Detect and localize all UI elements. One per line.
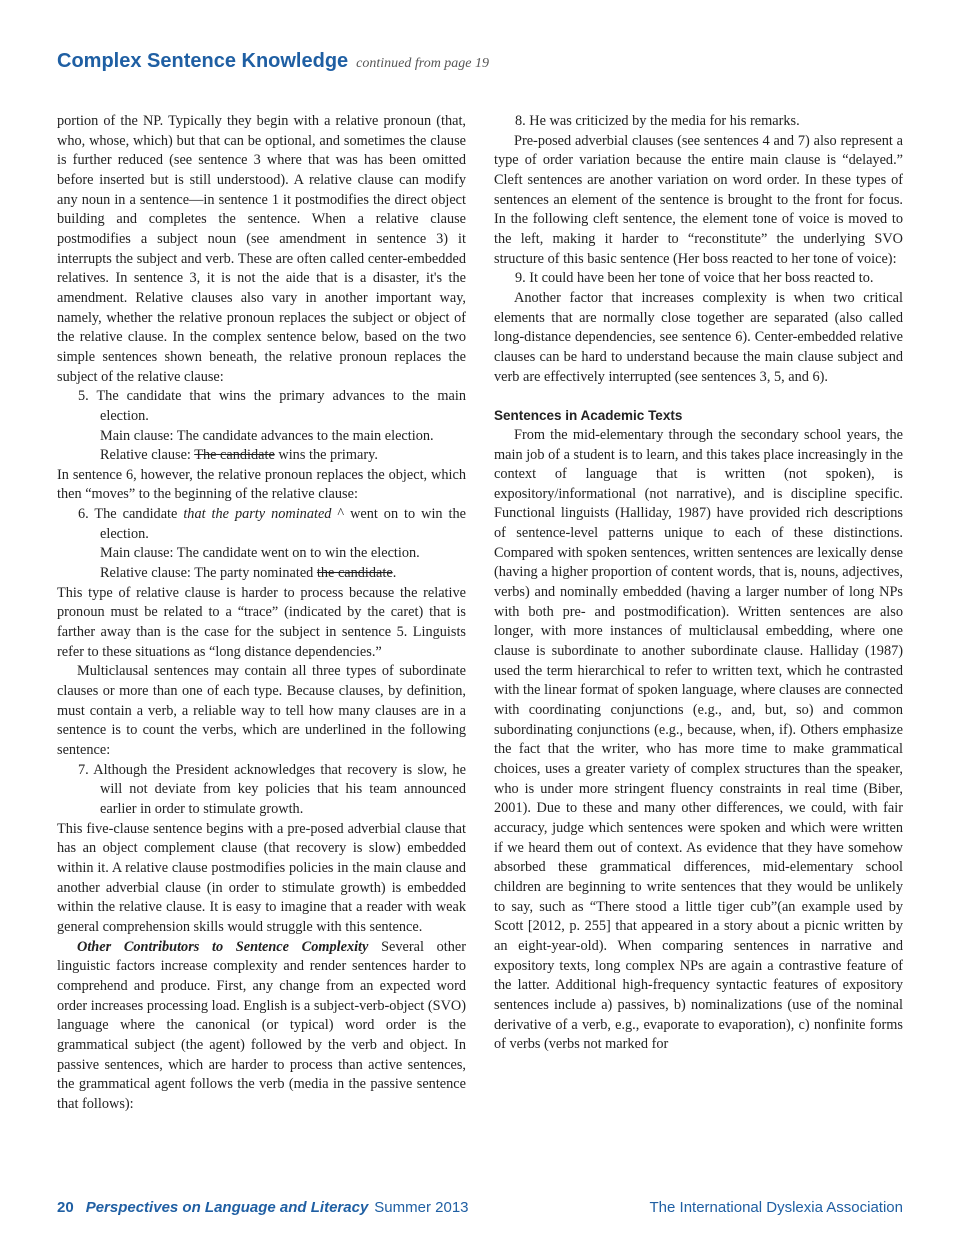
section-heading: Sentences in Academic Texts xyxy=(494,408,683,424)
trace-caret: ^ xyxy=(331,506,351,523)
example-italic: that the party nominated xyxy=(183,506,332,523)
paragraph: Multiclausal sentences may contain all three types of subordinate clauses or more than one of each type. Because clauses, by definition, must contain a verb, a reliable way to tell how many clauses are in a sentence is to count the verbs, which are underlined in the following sentence: xyxy=(57,663,466,758)
issue-date: Summer 2013 xyxy=(374,1199,469,1216)
struck-text: The candidate xyxy=(194,447,275,464)
paragraph: From the mid-elementary through the secondary school years, the main job of a student is to learn, and this takes place increasingly in the context of language that is written (not spoken), is expository/informational (not narrative), and is discipline specific. Functional linguists (Halliday, 1987) have provided rich descriptions of sentence-level patterns unique to each of these distinctions. Compared with spoken sentences, written sentences are lexically dense (having a higher proportion of content words, that is, nouns, adjectives, verbs) and nominally embedded (having a larger number of long NPs with both pre- and postmodification). Written sentences are also longer, with more instances of multiclausal embedding, where one clause is subordinate to another subordinate clause. Halliday (1987) used the term hierarchical to refer to written text, which he contrasted with the linear format of spoken language, where clauses are connected with coordinating conjunctions (e.g., and, but, so) and common subordinating conjunctions (e.g., because, when, if). Others emphasize the fact that the writer, who has more time to make grammatical choices, uses a greater variety of complex structures than the speaker, who is under more stringent fluency constraints in real time (Biber, 2001). Due to these and many other differences, we could, with fair accuracy, judge which sentences were spoken and which were written if we heard them out of context. As evidence that they have somehow absorbed these grammatical differences, mid-elementary school children are beginning to write sentences that they would be unlikely to say, such as “There stood a little tiger cub”(an example used by Scott [2012, p. 255] that appeared in a story about a picnic written by an eight-year-old). When comparing sentences in narrative and expository texts, long complex NPs are again a contrastive feature of the latter. Additional high-frequency syntactic features of expository sentences include a) passives, b) nominalizations (use of the nominal derivative of a verb, e.g., evaporate to evaporation), c) nonfinite forms of verbs (verbs not marked for xyxy=(494,426,903,1053)
paragraph: Another factor that increases complexity is when two critical elements that are normally close together are separated (also called long-distance dependencies, see sentence 6). Center-embedded relative clauses can be hard to understand because the main clause subject and verb are effectively interrupted (see sentences 3, 5, and 6). xyxy=(494,289,903,385)
relative-clause-label: Relative clause: The party nominated xyxy=(100,565,317,582)
page-number: 20 xyxy=(57,1199,74,1216)
example-5-main-clause: Main clause: The candidate advances to the main election. xyxy=(100,427,434,444)
organization-name: The International Dyslexia Association xyxy=(649,1199,903,1216)
section-title: Complex Sentence Knowledge xyxy=(57,50,349,72)
example-6-main-clause: Main clause: The candidate went on to win the election. xyxy=(100,545,420,562)
right-column xyxy=(494,112,903,1055)
paragraph: This five-clause sentence begins with a pre-posed adverbial clause that has an object complement clause (that recovery is slow) embedded within it. A relative clause postmodifies policies in the main clause and another adverbial clause (in order to stimulate growth) is embedded within the relative clause. It is easy to imagine that a reader with weak general comprehension skills would struggle with this sentence. xyxy=(57,820,466,935)
example-text: went on to win the election. xyxy=(100,506,467,542)
example-text: 6. The candidate xyxy=(78,506,184,523)
publication-name: Perspectives on Language and Literacy xyxy=(85,1199,369,1216)
paragraph: Pre-posed adverbial clauses (see sentences 4 and 7) also represent a type of order variation because the entire main clause is “delayed.” Cleft sentences are another variation on word order. In these types of sentences an element of the sentence is brought to the front for focus. In the following cleft sentence, the element tone of voice is moved to the left, making it harder to “reconstitute” the underlying SVO structure of this basic sentence (Her boss reacted to her tone of voice): xyxy=(494,132,903,267)
relative-clause-label: Relative clause: xyxy=(100,447,195,464)
example-9: 9. It could have been her tone of voice that her boss reacted to. xyxy=(515,270,874,287)
run-in-heading: Other Contributors to Sentence Complexity xyxy=(77,938,369,955)
example-5: 5. The candidate that wins the primary advances to the main election. xyxy=(78,388,466,424)
paragraph xyxy=(57,938,466,1115)
example-5-relative-clause xyxy=(57,446,466,466)
left-column xyxy=(57,112,466,1114)
paragraph: portion of the NP. Typically they begin with a relative pronoun (that, who, whose, which) but that can be optional, and sometimes the clause is further reduced (see sentence 3 where that was has been omitted before inserted but is still understood). A relative clause can modify any noun in a sentence—in sentence 1 it postmodifies the direct object building and completes the sentence. When a relative clause postmodifies a subject noun (see amendment in sentence 3) it interrupts the subject and verb. These are often called center-embedded relatives. In sentence 3, it is not the aide that is a disaster, it's the amendment. Relative clauses also vary in another important way, namely, whether the relative pronoun replaces the subject or object of the relative clause. In the complex sentence below, based on the two simple sentences shown beneath, the relative pronoun replaces the subject of the relative clause: xyxy=(57,113,466,385)
example-6-relative-clause xyxy=(57,564,466,584)
page-footer xyxy=(57,1199,903,1216)
struck-text: the candidate xyxy=(316,565,393,582)
paragraph-text: Several other linguistic factors increase complexity and render sentences harder to comprehend and produce. First, any change from an expected word order increases processing load. English is a subject-verb-object (SVO) language where the canonical (or typical) word order is the grammatical subject (the agent) followed by the verb and object. In passive sentences, which are harder to process than active sentences, the grammatical agent follows the verb (media in the passive sentence that follows): xyxy=(57,938,466,1112)
example-7: 7. Although the President acknowledges that recovery is slow, he will not deviate from key policies that his team announced earlier in order to stimulate growth. xyxy=(78,761,466,817)
relative-clause-rest: . xyxy=(392,565,397,582)
paragraph: This type of relative clause is harder to process because the relative pronoun must be related to a “trace” (indicated by the caret) that is farther away than is the case for the subject in sentence 5. Linguists refer to these situations as “long distance dependencies.” xyxy=(57,584,466,660)
paragraph: In sentence 6, however, the relative pronoun replaces the object, which then “moves” to the beginning of the relative clause: xyxy=(57,466,466,503)
example-8: 8. He was criticized by the media for his remarks. xyxy=(515,113,800,129)
continued-note: continued from page 19 xyxy=(356,56,490,71)
relative-clause-rest: wins the primary. xyxy=(274,447,378,464)
running-header xyxy=(57,50,489,73)
example-6 xyxy=(57,505,466,544)
